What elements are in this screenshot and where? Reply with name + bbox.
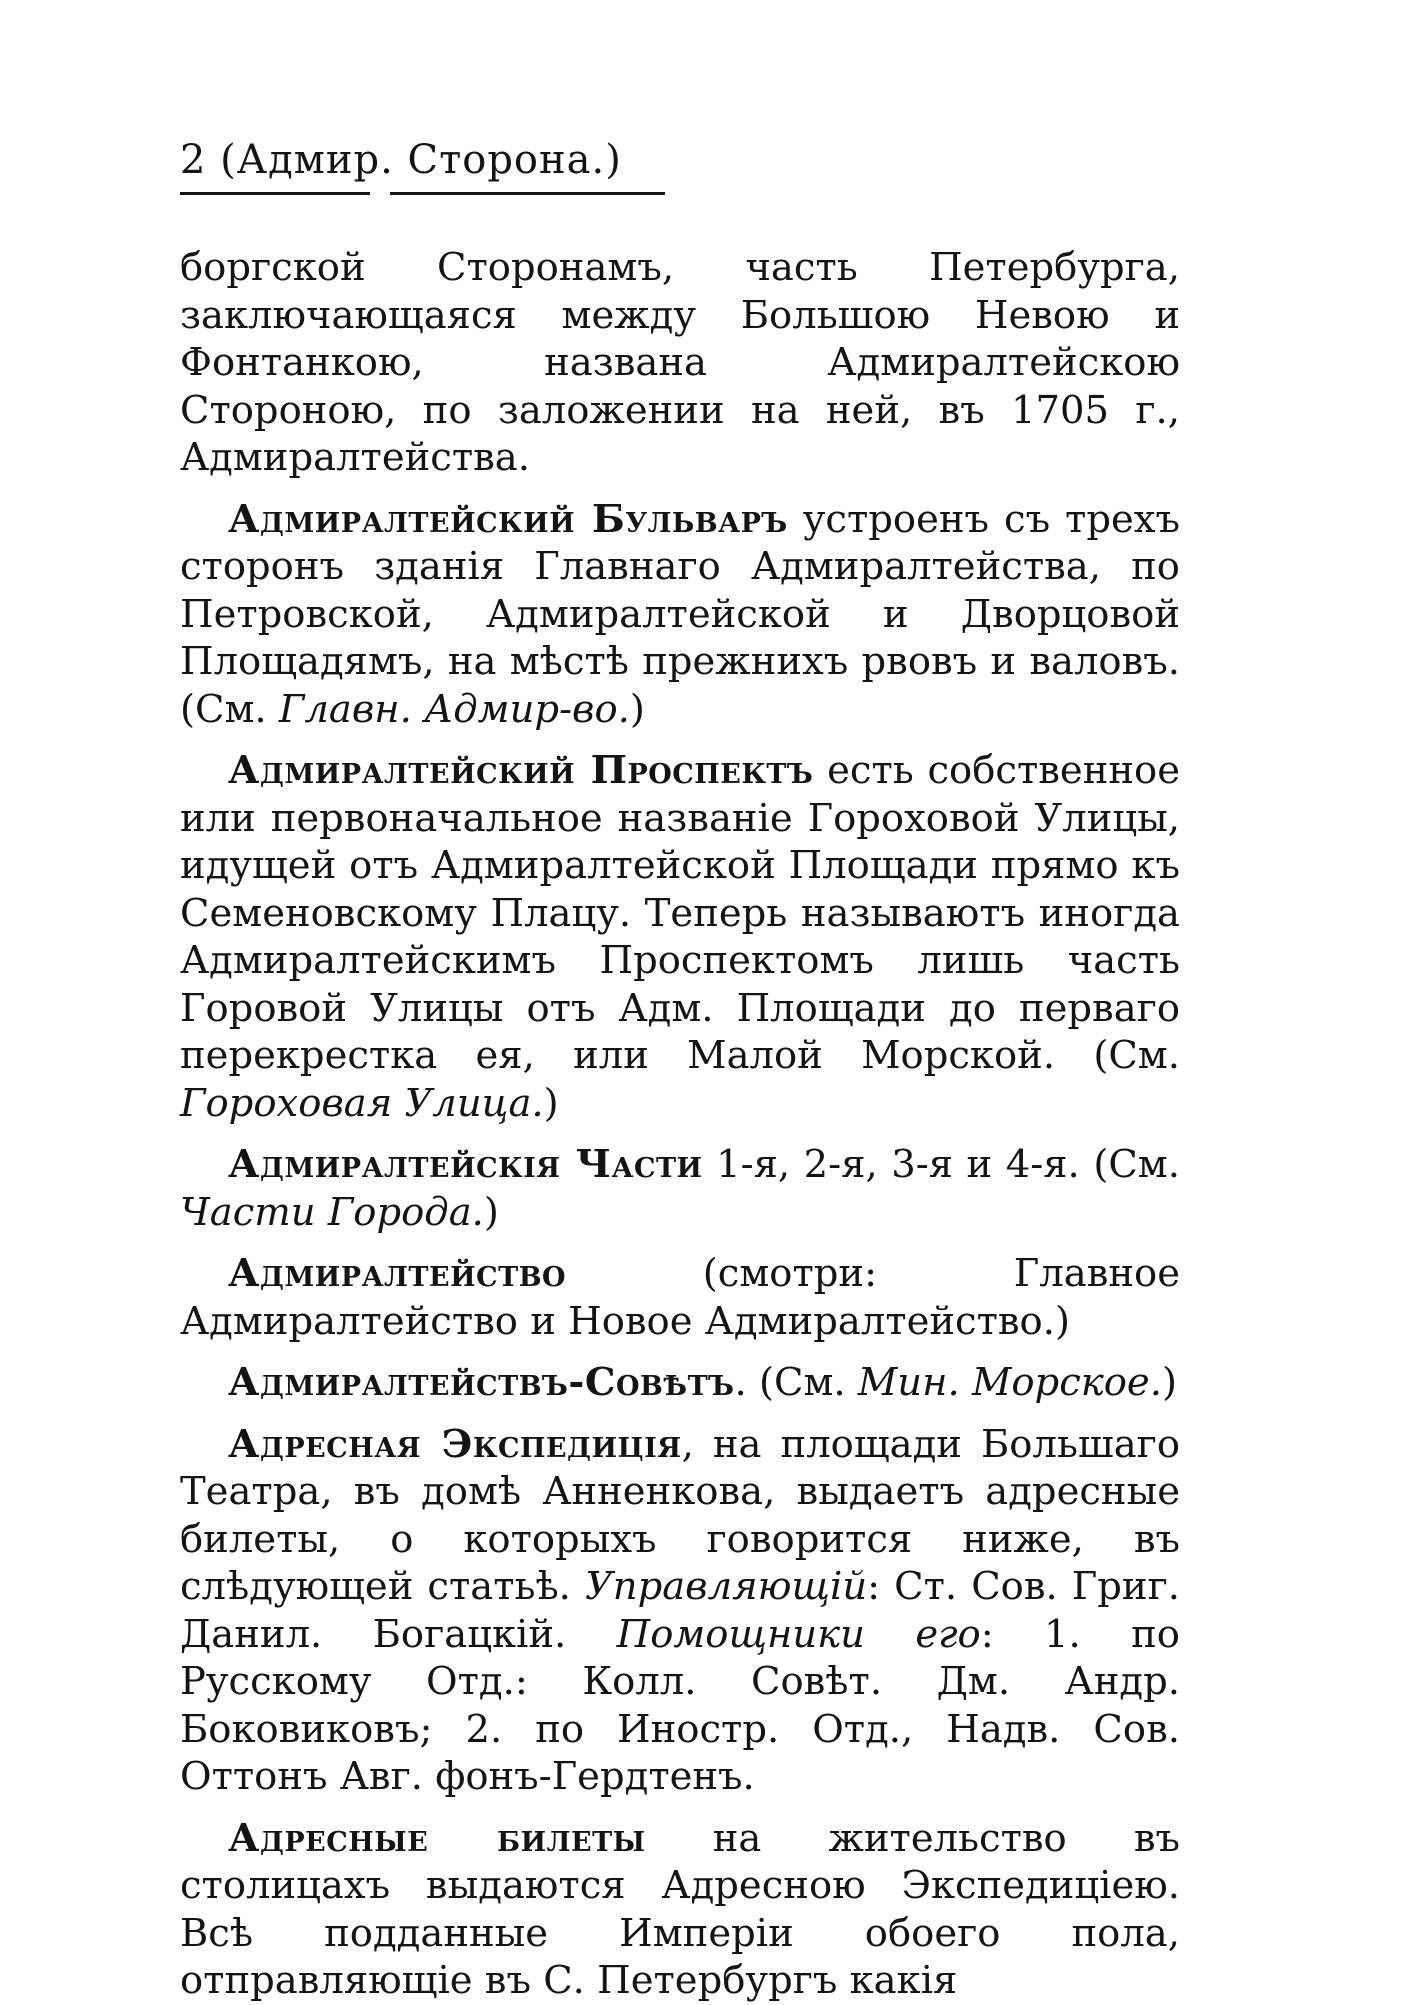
entry-reference-2: Помощники его (616, 1611, 981, 1657)
entry-text: 1-я, 2-я, 3-я и 4-я. (См. (702, 1142, 1180, 1187)
entry-text: . (См. (734, 1360, 858, 1405)
entry-admiralty-parts (180, 1141, 1180, 1236)
entry-tail: ) (483, 1189, 499, 1235)
entry-reference: Мин. Морское. (857, 1360, 1162, 1405)
entry-headword: Адмиралтействъ-Совѣтъ (228, 1360, 735, 1405)
entry-tail: ) (1161, 1360, 1177, 1405)
entry-text: на жительство въ столицахъ выдаются Адресною Экспедиціею. Всѣ подданные Имперіи обоего пола, отправляющіе въ С. Петербургъ какія (180, 1815, 1181, 2003)
entry-reference: Части Города. (180, 1189, 484, 1235)
entry-headword: Адресная Экспедиція (228, 1421, 682, 1467)
entry-text: (смотри: Главное Адмиралтейство и Новое Адмиралтейство.) (180, 1251, 1180, 1344)
entry-text: есть собственное или первоначальное названіе Гороховой Улицы, идущей отъ Адмиралтейской Площади прямо къ Семеновскому Плацу. Теперь называютъ иногда Адмиралтейскимъ Проспектомъ лишь часть Горовой Улицы отъ Адм. Площади до перваго перекрестка ея, или Малой Морской. (См. (180, 748, 1181, 1078)
entry-reference: Гороховая Улица. (180, 1080, 544, 1126)
entry-admiralty-council (180, 1359, 1180, 1407)
entry-tail-2: : 1. по Русскому Отд.: Колл. Совѣт. Дм. Андр. Боковиковъ; 2. по Иностр. Отд., Надв. Сов. Оттонъ Авг. фонъ-Гердтенъ. (180, 1611, 1180, 1799)
entry-reference: Управляющій (584, 1564, 868, 1609)
running-head (180, 130, 1180, 200)
entry-address-expedition (180, 1421, 1180, 1801)
entry-headword: Адмиралтейский Бульваръ (228, 496, 788, 542)
entry-headword: Адмиралтейский Проспектъ (228, 748, 814, 793)
book-page (180, 130, 1181, 2003)
entry-tail: ) (543, 1080, 559, 1126)
entry-admiralty (180, 1250, 1180, 1345)
entry-reference: Главн. Адмир-во. (278, 686, 630, 732)
running-title: (Адмир. Сторона.) (220, 137, 622, 183)
entry-tail: : Ст. Сов. Григ. Данил. Богацкій. (180, 1564, 1180, 1657)
paragraph-continuation (180, 244, 1180, 482)
entry-headword: Адмиралтейство (228, 1251, 567, 1296)
paragraph-text: боргской Сторонамъ, часть Петербурга, заключающаяся между Большою Невою и Фонтанкою, названа Адмиралтейскою Стороною, по заложении на ней, въ 1705 г., Адмиралтейства. (180, 245, 1180, 480)
header-rule-right (390, 192, 665, 195)
body-text (180, 244, 1180, 2005)
entry-admiralty-prospect (180, 747, 1180, 1127)
entry-text: устроенъ съ трехъ сторонъ зданія Главнаго Адмиралтейства, по Петровской, Адмиралтейской и Дворцовой Площадямъ, на мѣстѣ прежнихъ рвовъ и валовъ. (См. (180, 496, 1180, 732)
entry-text: , на площади Большаго Театра, въ домѣ Анненкова, выдаетъ адресные билеты, о которыхъ говорится ниже, въ слѣдующей статьѣ. (180, 1421, 1180, 1609)
entry-address-tickets (180, 1815, 1180, 2005)
entry-admiralty-boulevard (180, 496, 1180, 734)
entry-tail: ) (629, 686, 645, 732)
header-rule-left (180, 192, 370, 195)
entry-headword: Адресные билеты (228, 1815, 646, 1861)
entry-headword: Адмиралтейскія Части (228, 1142, 703, 1187)
page-number: 2 (180, 137, 207, 183)
